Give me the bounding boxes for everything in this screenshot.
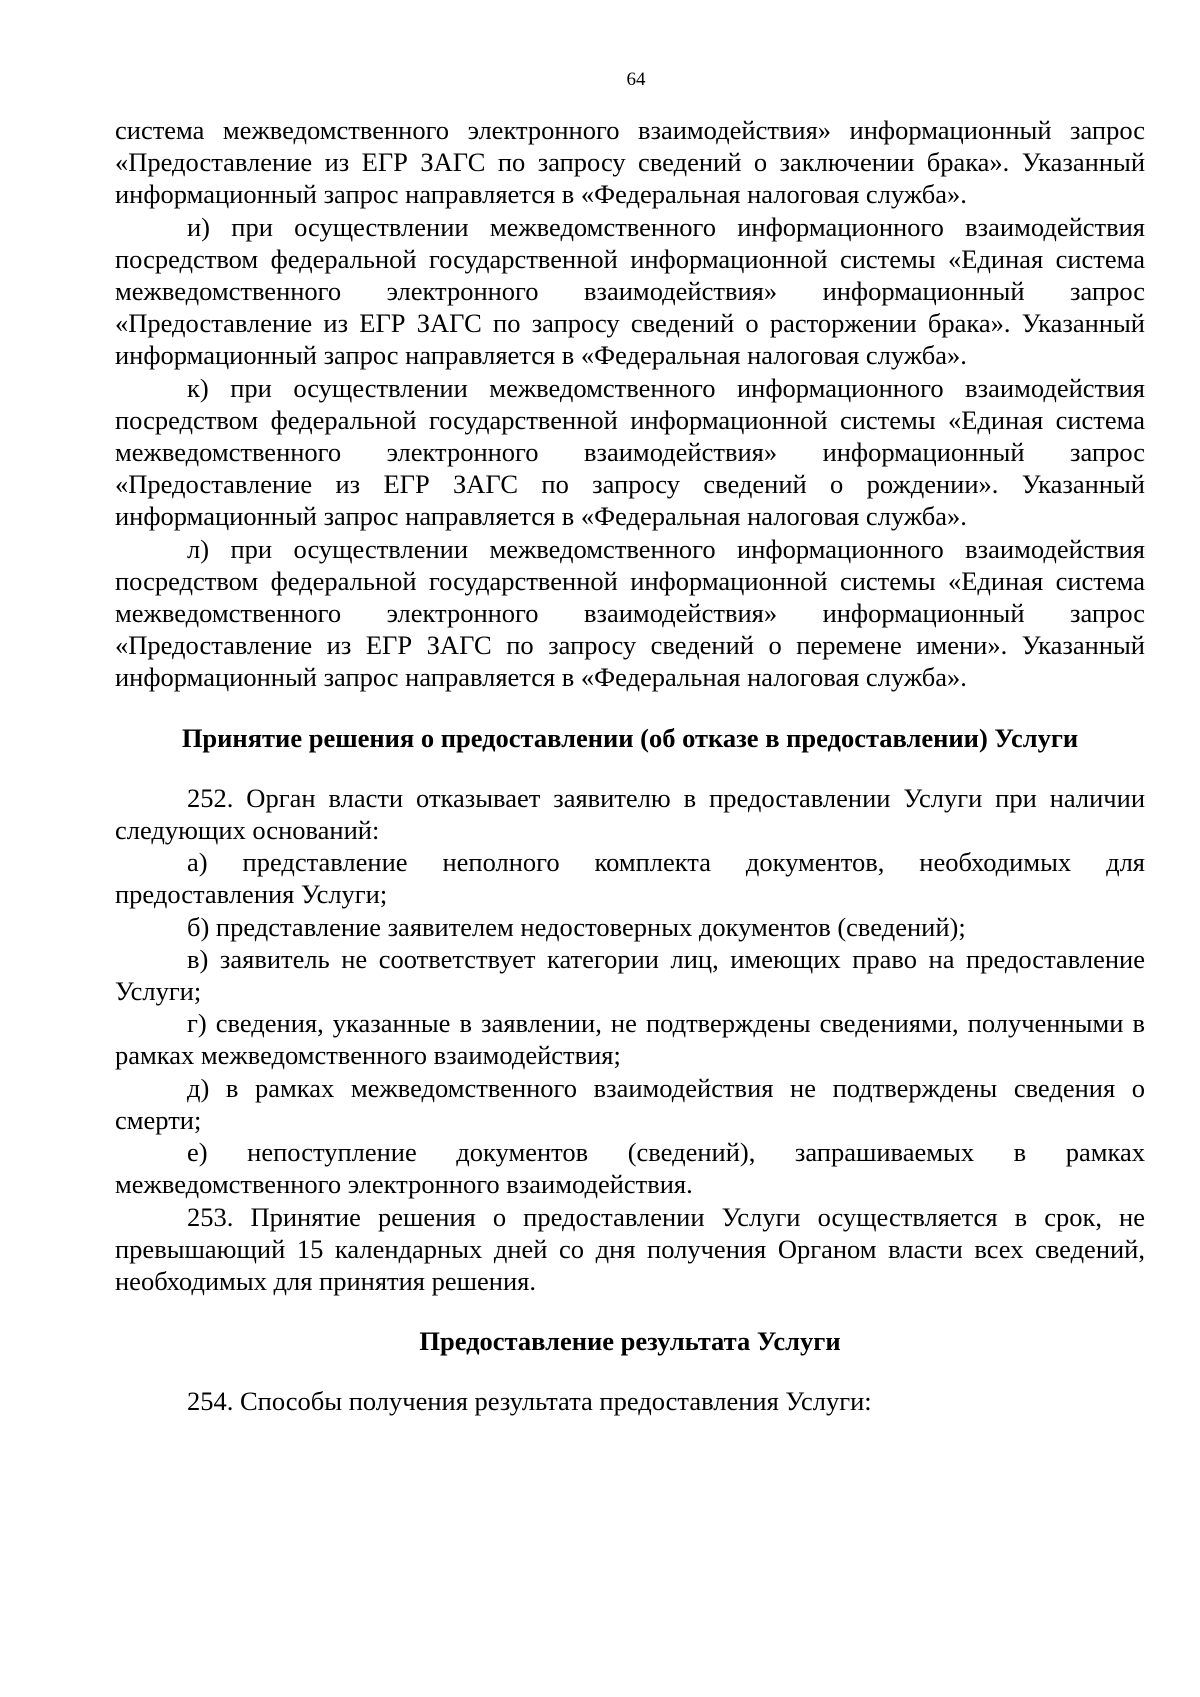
paragraph-item-e: е) непоступление документов (сведений), запрашиваемых в рамках межведомственного электронного взаимодействия. [115, 1137, 1145, 1200]
paragraph-item-k: к) при осуществлении межведомственного информационного взаимодействия посредством федеральной государственной информационной системы «Единая система межведомственного электронного взаимодействия» информационный запрос «Предоставление из ЕГР ЗАГС по запросу сведений о рождении». Указанный информационный запрос направляется в «Федеральная налоговая служба». [115, 372, 1145, 532]
paragraph-254: 254. Способы получения результата предоставления Услуги: [187, 1386, 872, 1417]
paragraph-item-v: в) заявитель не соответствует категории лиц, имеющих право на предоставление Услуги; [115, 943, 1145, 1007]
paragraph-252: 252. Орган власти отказывает заявителю в предоставлении Услуги при наличии следующих оснований: [115, 782, 1145, 846]
paragraph-253: 253. Принятие решения о предоставлении Услуги осуществляется в срок, не превышающий 15 календарных дней со дня получения Органом власти всех сведений, необходимых для принятия решения. [115, 1201, 1145, 1296]
paragraph-item-i: и) при осуществлении межведомственного информационного взаимодействия посредством федеральной государственной информационной системы «Единая система межведомственного электронного взаимодействия» информационный запрос «Предоставление из ЕГР ЗАГС по запросу сведений о расторжении брака». Указанный информационный запрос направляется в «Федеральная налоговая служба». [115, 211, 1145, 371]
section-heading-result: Предоставление результата Услуги [419, 1326, 841, 1357]
paragraph-item-g: г) сведения, указанные в заявлении, не подтверждены сведениями, полученными в рамках межведомственного взаимодействия; [115, 1008, 1145, 1071]
paragraph-item-b: б) представление заявителем недостоверных документов (сведений); [187, 911, 966, 942]
paragraph-item-d: д) в рамках межведомственного взаимодействия не подтверждены сведения о смерти; [115, 1072, 1145, 1135]
paragraph-continuation: система межведомственного электронного взаимодействия» информационный запрос «Предоставление из ЕГР ЗАГС по запросу сведений о заключении брака». Указанный информационный запрос направляется в «Федеральная налоговая служба». [115, 115, 1145, 210]
paragraph-item-l: л) при осуществлении межведомственного информационного взаимодействия посредством федеральной государственной информационной системы «Единая система межведомственного электронного взаимодействия» информационный запрос «Предоставление из ЕГР ЗАГС по запросу сведений о перемене имени». Указанный информационный запрос направляется в «Федеральная налоговая служба». [115, 533, 1145, 693]
paragraph-item-a: а) представление неполного комплекта документов, необходимых для предоставления Услуги; [115, 847, 1145, 910]
section-heading-decision: Принятие решения о предоставлении (об отказе в предоставлении) Услуги [181, 722, 1079, 753]
document-body [115, 114, 1145, 1418]
page-number: 64 [626, 69, 646, 90]
